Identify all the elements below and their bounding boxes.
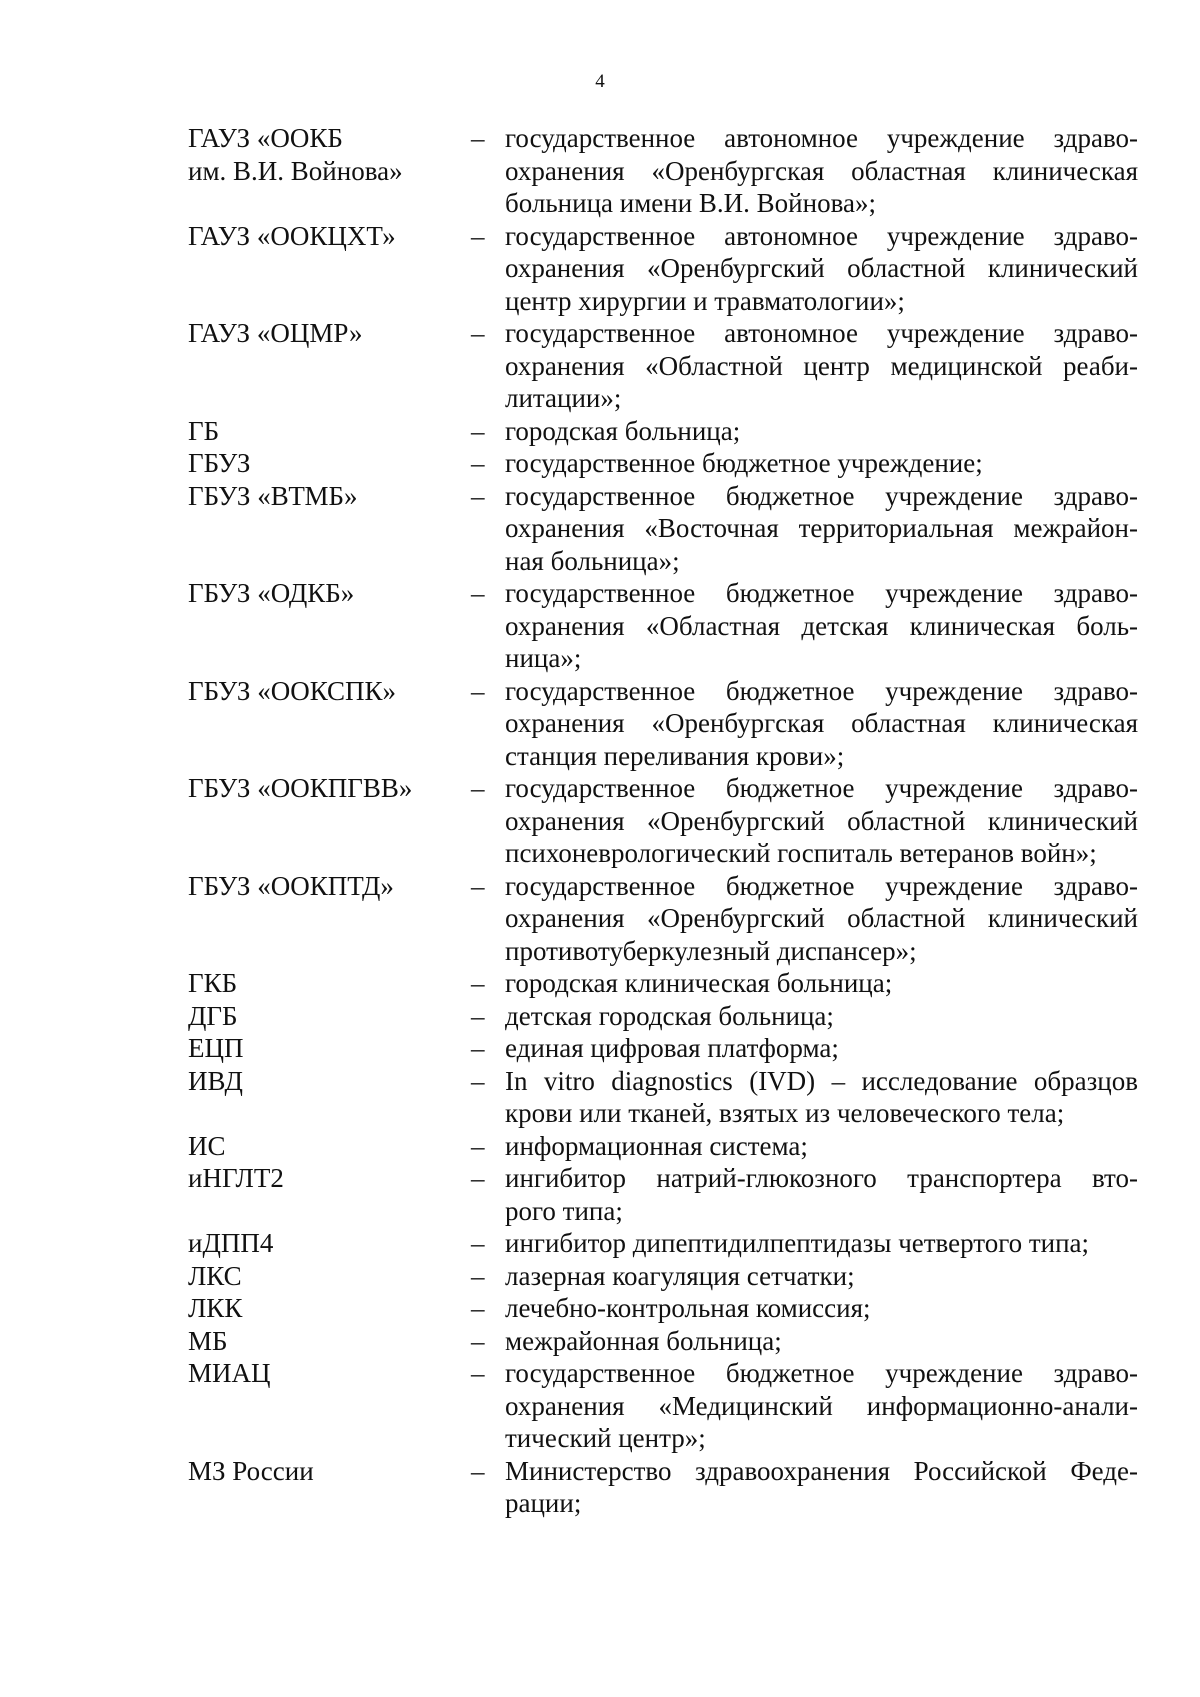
dash-separator: – [471,1293,485,1323]
abbreviation-term [188,1455,471,1488]
abbreviation-entry [188,1455,1138,1520]
abbreviation-definition [505,1357,1138,1455]
abbreviation-definition-line: ингибитор дипептидилпептидазы четвертого типа; [505,1228,1090,1258]
abbreviation-definition [505,1325,1138,1358]
abbreviation-definition-line: литации»; [505,383,622,413]
abbreviation-term-line: ДГБ [188,1000,238,1031]
dash-separator: – [471,773,485,803]
abbreviation-term-line: ГБУЗ «ООКПТД» [188,870,394,901]
page-number: 4 [595,71,605,92]
dash-separator: – [471,448,485,478]
abbreviation-term-line: ГКБ [188,968,238,998]
dash-separator: – [471,415,485,446]
abbreviation-definition [505,1455,1138,1520]
abbreviation-entry [188,447,1138,480]
abbreviation-definition-line: противотуберкулезный диспансер»; [505,935,917,966]
abbreviation-definition-line: больница имени В.И. Войнова»; [505,188,876,218]
abbreviation-definition-line: лечебно-контрольная комиссия; [505,1293,871,1323]
abbreviation-definition-line: межрайонная больница; [505,1325,782,1356]
abbreviation-term [188,415,471,448]
abbreviation-definition-line: информационная система; [505,1130,808,1161]
abbreviation-definition-line: ница»; [505,643,582,673]
abbreviation-term-line: ГАУЗ «ОЦМР» [188,318,363,348]
abbreviation-definition-line: государственное автономное учреждение здраво- [505,318,1138,348]
abbreviation-definition [505,1292,1138,1325]
abbreviation-definition-line: городская клиническая больница; [505,968,893,998]
abbreviation-definition [505,415,1138,448]
dash-separator: – [471,318,485,348]
abbreviation-definition [505,1130,1138,1163]
abbreviation-definition-line: государственное автономное учреждение здраво- [505,123,1138,153]
abbreviation-definition [505,1227,1138,1260]
abbreviation-entry [188,1260,1138,1293]
abbreviation-definition [505,577,1138,675]
abbreviation-definition-line: городская больница; [505,415,741,446]
abbreviation-entry [188,1162,1138,1227]
dash-separator: – [471,220,485,251]
dash-separator: – [471,870,485,901]
abbreviation-definition-line: охранения «Областной центр медицинской реаби- [505,350,1138,381]
abbreviation-term-line: ГБУЗ [188,448,251,478]
abbreviation-definition-line: психоневрологический госпиталь ветеранов войн»; [505,838,1097,868]
abbreviation-term-line: ЛКК [188,1293,243,1323]
abbreviation-term-line: ГБУЗ «ООКПГВВ» [188,773,413,803]
abbreviation-definition [505,220,1138,318]
abbreviation-definition [505,1032,1138,1065]
abbreviation-definition-line: охранения «Оренбургский областной клинический [505,805,1138,836]
dash-separator: – [471,1033,485,1063]
dash-separator: – [471,1455,485,1486]
abbreviation-term-line: ГБУЗ «ВТМБ» [188,480,358,511]
abbreviation-definition-line: ингибитор натрий-глюкозного транспортера вто- [505,1163,1138,1193]
abbreviation-definition-line: охранения «Оренбургский областной клинический [505,903,1138,933]
dash-separator: – [471,578,485,608]
abbreviation-term-line: ГАУЗ «ООКБ [188,123,343,153]
abbreviation-definition-line: рого типа; [505,1195,623,1226]
abbreviation-term-line: ИС [188,1130,226,1161]
abbreviation-term [188,122,471,187]
abbreviation-entry [188,220,1138,318]
abbreviation-entry [188,967,1138,1000]
abbreviation-definition-line: охранения «Областная детская клиническая боль- [505,610,1138,641]
abbreviation-term-line: МИАЦ [188,1358,271,1388]
abbreviation-definition-line: охранения «Оренбургская областная клиническая [505,155,1138,186]
abbreviation-entry [188,480,1138,578]
abbreviation-term-line: ГАУЗ «ООКЦХТ» [188,220,396,251]
abbreviation-definition-line: единая цифровая платформа; [505,1033,839,1063]
abbreviation-definition [505,870,1138,968]
abbreviation-definition-line: лазерная коагуляция сетчатки; [505,1260,855,1291]
dash-separator: – [471,1228,485,1258]
abbreviation-definition [505,447,1138,480]
abbreviation-definition-line: государственное бюджетное учреждение здраво- [505,870,1138,901]
abbreviation-entry [188,1325,1138,1358]
abbreviation-term [188,480,471,513]
abbreviation-entry [188,1292,1138,1325]
abbreviation-term-line: МБ [188,1325,228,1356]
dash-separator: – [471,1260,485,1291]
abbreviation-entry [188,415,1138,448]
abbreviation-definition-line: In vitro diagnostics (IVD) – исследование образцов [505,1065,1138,1096]
abbreviation-definition [505,1162,1138,1227]
dash-separator: – [471,1130,485,1161]
abbreviation-definition [505,317,1138,415]
abbreviation-definition-line: государственное бюджетное учреждение здраво- [505,578,1138,608]
abbreviation-entry [188,1065,1138,1130]
dash-separator: – [471,1065,485,1096]
abbreviation-term [188,870,471,903]
abbreviation-entry [188,317,1138,415]
abbreviation-term [188,1065,471,1098]
abbreviation-term [188,772,471,805]
abbreviation-definition-line: государственное бюджетное учреждение; [505,448,983,478]
abbreviation-definition-line: рации; [505,1488,582,1518]
abbreviation-term-line: ГБУЗ «ООКСПК» [188,675,397,706]
abbreviation-definition-line: охранения «Медицинский информационно-анали- [505,1390,1138,1421]
abbreviation-term-line: ИВД [188,1065,243,1096]
abbreviation-term [188,447,471,480]
dash-separator: – [471,1358,485,1388]
abbreviation-term [188,220,471,253]
dash-separator: – [471,480,485,511]
abbreviation-entry [188,1227,1138,1260]
dash-separator: – [471,1000,485,1031]
abbreviation-definition-line: ная больница»; [505,545,680,576]
abbreviation-term [188,1130,471,1163]
abbreviation-definition [505,772,1138,870]
dash-separator: – [471,675,485,706]
abbreviation-term [188,967,471,1000]
abbreviation-definition-line: центр хирургии и травматологии»; [505,285,905,316]
abbreviation-term [188,1292,471,1325]
abbreviation-definition-line: станция переливания крови»; [505,740,845,771]
abbreviation-term [188,1227,471,1260]
abbreviation-definition-line: государственное бюджетное учреждение здраво- [505,480,1138,511]
abbreviation-entry [188,1357,1138,1455]
abbreviation-term [188,577,471,610]
abbreviation-term [188,1032,471,1065]
abbreviation-definition [505,967,1138,1000]
abbreviation-term [188,1000,471,1033]
abbreviation-term [188,1162,471,1195]
abbreviation-term-line: МЗ России [188,1455,314,1486]
abbreviation-entry [188,1032,1138,1065]
abbreviation-list [188,122,1138,1520]
abbreviation-definition [505,122,1138,220]
abbreviation-entry [188,577,1138,675]
abbreviation-definition-line: детская городская больница; [505,1000,834,1031]
dash-separator: – [471,1163,485,1193]
abbreviation-term [188,675,471,708]
abbreviation-definition-line: охранения «Оренбургский областной клинический [505,253,1138,283]
abbreviation-definition [505,1065,1138,1130]
abbreviation-term-line: ГБ [188,415,220,446]
abbreviation-definition [505,1260,1138,1293]
abbreviation-definition-line: Министерство здравоохранения Российской Феде- [505,1455,1138,1486]
abbreviation-term-line: им. В.И. Войнова» [188,155,403,186]
dash-separator: – [471,123,485,153]
abbreviation-definition-line: охранения «Восточная территориальная межрайон- [505,513,1138,543]
abbreviation-term-line: ЛКС [188,1260,242,1291]
dash-separator: – [471,1325,485,1356]
abbreviation-definition-line: государственное бюджетное учреждение здраво- [505,773,1138,803]
abbreviation-definition-line: государственное автономное учреждение здраво- [505,220,1138,251]
abbreviation-definition-line: тический центр»; [505,1423,706,1453]
abbreviation-entry [188,675,1138,773]
abbreviation-definition-line: охранения «Оренбургская областная клиническая [505,708,1138,738]
abbreviation-term [188,1260,471,1293]
abbreviation-entry [188,122,1138,220]
abbreviation-term [188,1325,471,1358]
abbreviation-term [188,317,471,350]
abbreviation-term-line: иДПП4 [188,1228,274,1258]
abbreviation-entry [188,1000,1138,1033]
abbreviation-entry [188,870,1138,968]
abbreviation-definition-line: крови или тканей, взятых из человеческого тела; [505,1098,1065,1128]
abbreviation-definition-line: государственное бюджетное учреждение здраво- [505,675,1138,706]
abbreviation-term-line: ГБУЗ «ОДКБ» [188,578,355,608]
abbreviation-term-line: ЕЦП [188,1033,244,1063]
abbreviation-entry [188,772,1138,870]
abbreviation-definition [505,675,1138,773]
abbreviation-term-line: иНГЛТ2 [188,1163,284,1193]
abbreviation-definition [505,480,1138,578]
abbreviation-definition [505,1000,1138,1033]
abbreviation-term [188,1357,471,1390]
dash-separator: – [471,968,485,998]
abbreviation-entry [188,1130,1138,1163]
abbreviation-definition-line: государственное бюджетное учреждение здраво- [505,1358,1138,1388]
